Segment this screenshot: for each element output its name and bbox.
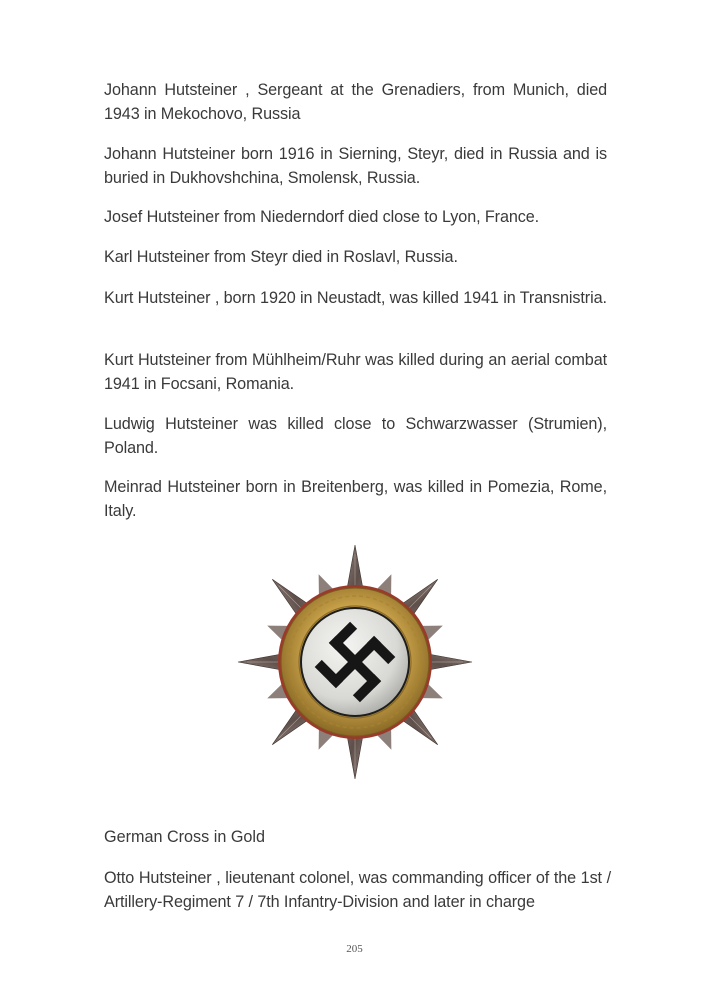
page-number: 205 [346,943,363,955]
paragraph-otto-hutsteiner: Otto Hutsteiner , lieutenant colonel, was commanding officer of the 1st / Artillery-Regiment 7 / 7th Infantry-Division and later in charge [104,869,611,911]
german-cross-medal-icon [236,543,474,781]
paragraph-kurt-hutsteiner-muhlheim: Kurt Hutsteiner from Mühlheim/Ruhr was killed during an aerial combat 1941 in Focsani, Romania. [104,351,607,393]
paragraph-johann-hutsteiner-sergeant: Johann Hutsteiner , Sergeant at the Grenadiers, from Munich, died 1943 in Mekochovo, Russia [104,81,607,123]
paragraph-ludwig-hutsteiner: Ludwig Hutsteiner was killed close to Schwarzwasser (Strumien), Poland. [104,415,607,457]
paragraph-johann-hutsteiner-1916: Johann Hutsteiner born 1916 in Sierning, Steyr, died in Russia and is buried in Dukhovshchina, Smolensk, Russia. [104,145,607,187]
paragraph-meinrad-hutsteiner: Meinrad Hutsteiner born in Breitenberg, was killed in Pomezia, Rome, Italy. [104,478,607,520]
paragraph-josef-hutsteiner: Josef Hutsteiner from Niederndorf died close to Lyon, France. [104,208,540,226]
paragraph-karl-hutsteiner: Karl Hutsteiner from Steyr died in Roslavl, Russia. [104,248,458,266]
figure-caption: German Cross in Gold [104,828,266,846]
paragraph-kurt-hutsteiner-1920: Kurt Hutsteiner , born 1920 in Neustadt, was killed 1941 in Transnistria. [104,289,607,307]
